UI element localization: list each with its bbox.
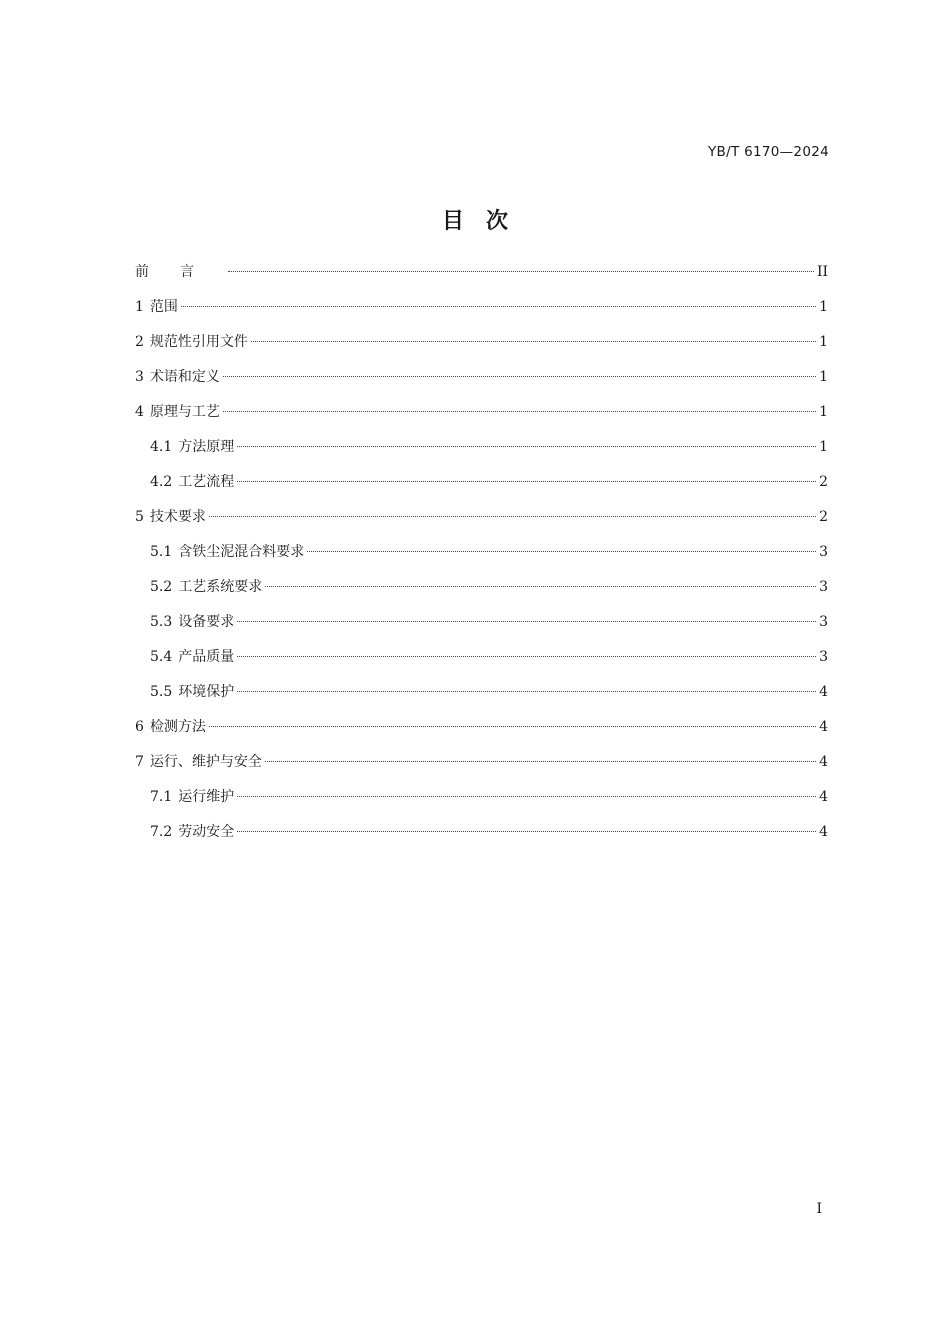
toc-entry-label: 工艺系统要求 [178, 579, 263, 595]
toc-entry[interactable] [135, 612, 828, 647]
toc-entry[interactable] [135, 647, 828, 682]
toc-dot-leader [237, 481, 816, 482]
toc-entry-number: 3 [135, 369, 144, 385]
toc-dot-leader [237, 446, 816, 447]
toc-entry-page: 3 [819, 544, 828, 560]
toc-entry-number: 2 [135, 334, 144, 350]
toc-entry[interactable] [135, 332, 828, 367]
toc-entry[interactable] [135, 297, 828, 332]
toc-entry-label: 原理与工艺 [149, 404, 220, 420]
toc-entry-page: 3 [819, 579, 828, 595]
toc-dot-leader [265, 586, 816, 587]
toc-entry-label: 环境保护 [178, 684, 235, 700]
toc-dot-leader [223, 376, 816, 377]
toc-entry-page: 4 [819, 684, 828, 700]
toc-entry-number: 1 [135, 299, 144, 315]
toc-entry-label: 技术要求 [149, 509, 206, 525]
toc-entry-number: 5.4 [150, 649, 173, 665]
toc-entry-page: 4 [819, 754, 828, 770]
toc-entry[interactable] [135, 682, 828, 717]
toc-entry-number: 5.2 [150, 579, 173, 595]
toc-dot-leader [237, 691, 816, 692]
toc-dot-leader [265, 761, 816, 762]
toc-entry-page: 1 [819, 404, 828, 420]
toc-dot-leader [237, 831, 816, 832]
toc-dot-leader [237, 656, 816, 657]
toc-entry-page: 1 [819, 369, 828, 385]
toc-entry[interactable] [135, 472, 828, 507]
toc-entry-number: 7.2 [150, 824, 173, 840]
toc-entry[interactable] [135, 402, 828, 437]
table-of-contents [135, 262, 828, 857]
toc-entry-number: 6 [135, 719, 144, 735]
toc-entry-number: 5.1 [150, 544, 173, 560]
toc-entry-page: 2 [819, 509, 828, 525]
toc-entry-page: 3 [819, 649, 828, 665]
toc-entry-label: 工艺流程 [178, 474, 235, 490]
toc-entry-label: 含铁尘泥混合料要求 [178, 544, 305, 560]
toc-dot-leader [223, 411, 816, 412]
toc-entry-number: 7.1 [150, 789, 173, 805]
toc-entry[interactable] [135, 542, 828, 577]
toc-entry-page: 1 [819, 439, 828, 455]
toc-entry-label: 前言 [135, 264, 225, 280]
toc-entry-label: 劳动安全 [178, 824, 235, 840]
toc-dot-leader [307, 551, 816, 552]
toc-entry-page: 4 [819, 719, 828, 735]
toc-entry[interactable] [135, 367, 828, 402]
toc-entry[interactable] [135, 752, 828, 787]
toc-entry[interactable] [135, 507, 828, 542]
toc-entry-label: 设备要求 [178, 614, 235, 630]
toc-entry-label: 检测方法 [149, 719, 206, 735]
toc-entry-label: 运行维护 [178, 789, 235, 805]
toc-entry[interactable] [135, 717, 828, 752]
toc-entry[interactable] [135, 822, 828, 857]
toc-entry[interactable] [135, 437, 828, 472]
toc-dot-leader [209, 516, 816, 517]
toc-entry-number: 7 [135, 754, 144, 770]
toc-entry-page: 1 [819, 299, 828, 315]
toc-dot-leader [237, 796, 816, 797]
toc-dot-leader [251, 341, 816, 342]
toc-entry-label: 产品质量 [178, 649, 235, 665]
toc-entry-number: 4.2 [150, 474, 173, 490]
toc-entry-page: 4 [819, 789, 828, 805]
page-title: 目 次 [441, 209, 508, 234]
toc-entry[interactable] [135, 262, 828, 297]
toc-dot-leader [237, 621, 816, 622]
toc-entry-page: 4 [819, 824, 828, 840]
standard-code: YB/T 6170—2024 [707, 144, 829, 160]
toc-entry-label: 运行、维护与安全 [149, 754, 262, 770]
toc-entry-page: 1 [819, 334, 828, 350]
toc-dot-leader [181, 306, 816, 307]
toc-dot-leader [228, 271, 814, 272]
toc-entry[interactable] [135, 787, 828, 822]
page-number: I [816, 1201, 822, 1217]
toc-entry-page: 3 [819, 614, 828, 630]
toc-entry-page: 2 [819, 474, 828, 490]
toc-entry-label: 术语和定义 [149, 369, 220, 385]
toc-entry-number: 5 [135, 509, 144, 525]
toc-entry-number: 5.5 [150, 684, 173, 700]
toc-entry-label: 规范性引用文件 [149, 334, 248, 350]
toc-entry-number: 5.3 [150, 614, 173, 630]
toc-entry-label: 方法原理 [178, 439, 235, 455]
toc-dot-leader [209, 726, 816, 727]
toc-entry-number: 4.1 [150, 439, 173, 455]
toc-entry-label: 范围 [149, 299, 178, 315]
toc-entry[interactable] [135, 577, 828, 612]
toc-entry-page: II [816, 264, 828, 280]
toc-entry-number: 4 [135, 404, 144, 420]
